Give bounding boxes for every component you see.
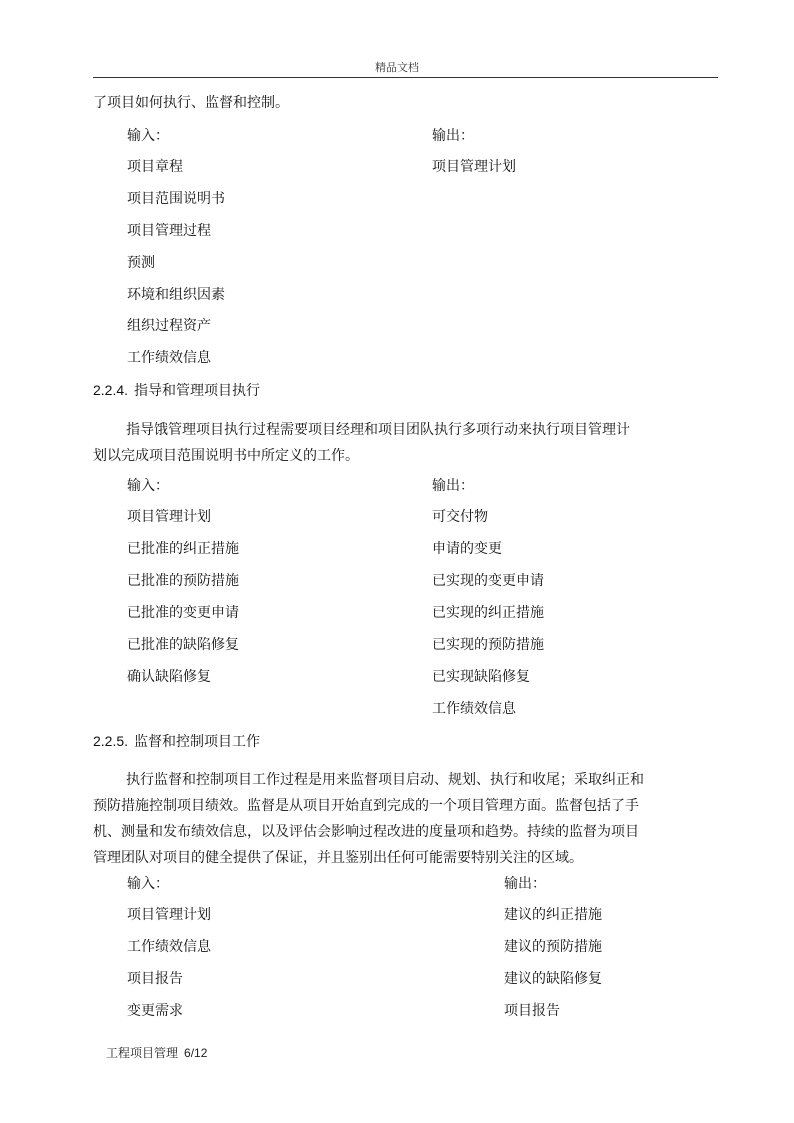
paragraph-line: 管理团队对项目的健全提供了保证，并且鉴别出任何可能需要特别关注的区域。	[93, 850, 583, 866]
section-heading-224	[93, 381, 260, 400]
section-224-input-item: 已批准的纠正措施	[127, 541, 239, 557]
block1-output-item: 项目管理计划	[432, 159, 516, 175]
section-224-input-item: 已批准的预防措施	[127, 573, 239, 589]
section-225-paragraph	[93, 767, 673, 871]
block1-input-label: 输入：	[127, 128, 169, 144]
section-224-output-item: 工作绩效信息	[432, 701, 516, 717]
footer-doc-name: 工程项目管理	[106, 1046, 179, 1060]
section-number: 2.2.5.	[93, 733, 129, 749]
section-225-output-item: 建议的缺陷修复	[504, 971, 602, 987]
block1-input-item: 项目范围说明书	[127, 191, 225, 207]
header-rule	[93, 77, 718, 78]
section-225-output-item: 建议的纠正措施	[504, 907, 602, 923]
section-225-input-item: 项目管理计划	[127, 907, 211, 923]
section-225-output-label: 输出：	[504, 876, 546, 892]
section-225-input-item: 项目报告	[127, 971, 183, 987]
section-225-input-item: 变更需求	[127, 1003, 183, 1019]
section-224-input-item: 已批准的缺陷修复	[127, 637, 239, 653]
page-footer	[106, 1044, 207, 1061]
block1-input-item: 工作绩效信息	[127, 350, 211, 366]
section-title: 监督和控制项目工作	[134, 734, 261, 750]
section-224-output-label: 输出：	[432, 478, 474, 494]
section-225-input-label: 输入：	[127, 876, 169, 892]
paragraph-line: 指导饿管理项目执行过程需要项目经理和项目团队执行多项行动来执行项目管理计	[126, 422, 630, 438]
section-224-output-item: 已实现的纠正措施	[432, 605, 544, 621]
section-225-output-item: 项目报告	[504, 1003, 560, 1019]
section-224-paragraph	[93, 417, 673, 469]
block1-input-item: 项目章程	[127, 159, 183, 175]
section-225-input-item: 工作绩效信息	[127, 939, 211, 955]
block1-input-item: 预测	[127, 255, 155, 271]
section-224-output-item: 申请的变更	[432, 541, 502, 557]
section-224-input-item: 已批准的变更申请	[127, 605, 239, 621]
section-224-output-item: 已实现的变更申请	[432, 573, 544, 589]
paragraph-line: 机、测量和发布绩效信息，以及评估会影响过程改进的度量项和趋势。持续的监督为项目	[93, 824, 639, 840]
page-header: 精品文档	[375, 61, 419, 74]
section-224-output-item: 可交付物	[432, 509, 488, 525]
section-number: 2.2.4.	[93, 382, 129, 398]
paragraph-line: 执行监督和控制项目工作过程是用来监督项目启动、规划、执行和收尾；采取纠正和	[126, 772, 644, 788]
section-224-input-label: 输入：	[127, 478, 169, 494]
block1-input-item: 项目管理过程	[127, 223, 211, 239]
block1-output-label: 输出：	[432, 128, 474, 144]
section-225-output-item: 建议的预防措施	[504, 939, 602, 955]
section-224-output-item: 已实现缺陷修复	[432, 669, 530, 685]
section-heading-225	[93, 732, 260, 751]
section-224-output-item: 已实现的预防措施	[432, 637, 544, 653]
section-title: 指导和管理项目执行	[134, 383, 261, 399]
paragraph-line: 划以完成项目范围说明书中所定义的工作。	[93, 448, 359, 464]
section-224-input-item: 项目管理计划	[127, 509, 211, 525]
paragraph-line: 预防措施控制项目绩效。监督是从项目开始直到完成的一个项目管理方面。监督包括了手	[93, 798, 639, 814]
footer-page-number: 6/12	[184, 1046, 208, 1060]
intro-line: 了项目如何执行、监督和控制。	[93, 95, 289, 111]
block1-input-item: 组织过程资产	[127, 318, 211, 334]
block1-input-item: 环境和组织因素	[127, 287, 225, 303]
section-224-input-item: 确认缺陷修复	[127, 669, 211, 685]
